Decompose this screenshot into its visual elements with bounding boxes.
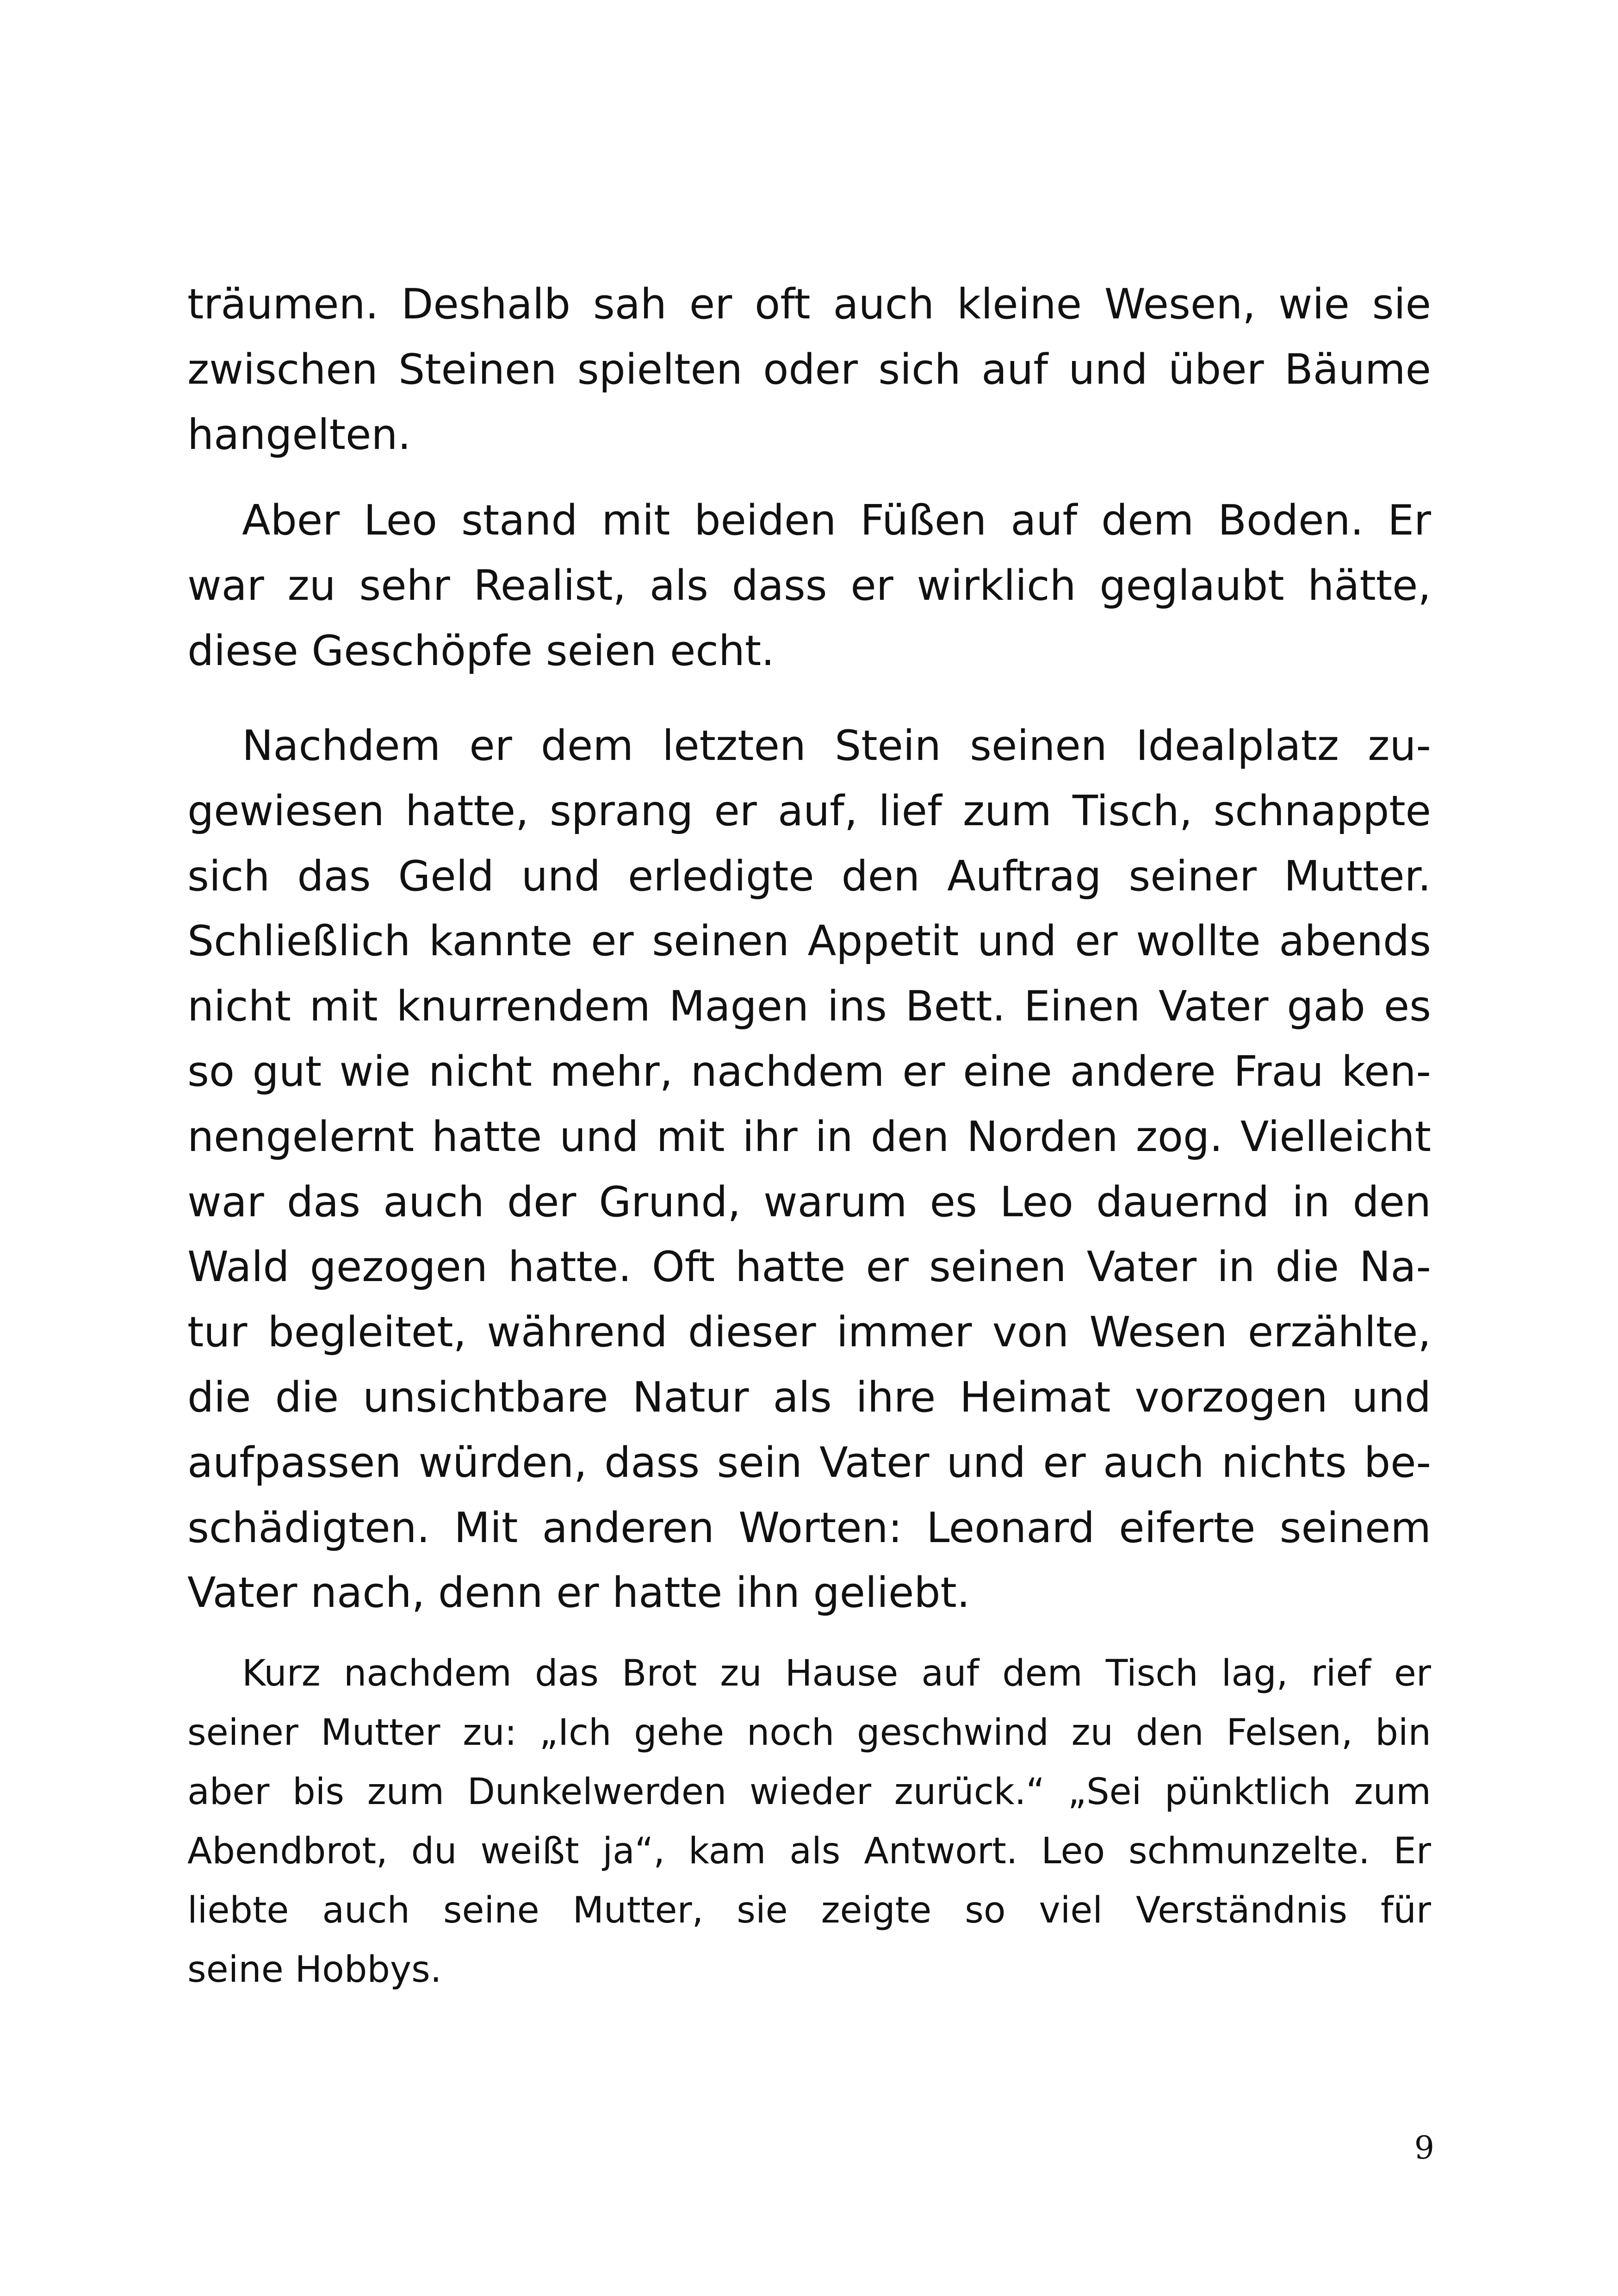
text-line: so gut wie nicht mehr, nachdem er eine andere Frau ken- bbox=[187, 1047, 1431, 1096]
page-number: 9 bbox=[1414, 2130, 1434, 2166]
text-line: Wald gezogen hatte. Oft hatte er seinen Vater in die Na- bbox=[187, 1243, 1431, 1292]
text-line: träumen. Deshalb sah er oft auch kleine Wesen, wie sie bbox=[187, 280, 1431, 329]
text-line: schädigten. Mit anderen Worten: Leonard eiferte seinem bbox=[187, 1503, 1431, 1552]
paragraph-4 bbox=[187, 1644, 1431, 1999]
text-line: war das auch der Grund, warum es Leo dauernd in den bbox=[187, 1177, 1431, 1226]
text-line: Kurz nachdem das Brot zu Hause auf dem Tisch lag, rief er bbox=[242, 1653, 1431, 1694]
text-line: seiner Mutter zu: „Ich gehe noch geschwind zu den Felsen, bin bbox=[187, 1712, 1431, 1754]
text-line: Schließlich kannte er seinen Appetit und er wollte abends bbox=[187, 917, 1431, 966]
text-line: nengelernt hatte und mit ihr in den Norden zog. Vielleicht bbox=[187, 1112, 1431, 1161]
text-line: diese Geschöpfe seien echt. bbox=[187, 626, 775, 675]
text-line: gewiesen hatte, sprang er auf, lief zum Tisch, schnappte bbox=[187, 786, 1431, 835]
text-line: aufpassen würden, dass sein Vater und er auch nichts be- bbox=[187, 1438, 1431, 1487]
text-line: tur begleitet, während dieser immer von Wesen erzählte, bbox=[187, 1308, 1431, 1357]
text-line: Nachdem er dem letzten Stein seinen Idealplatz zu- bbox=[242, 722, 1431, 770]
text-line: hangelten. bbox=[187, 410, 411, 459]
text-line: seine Hobbys. bbox=[187, 1949, 442, 1991]
paragraph-1 bbox=[187, 272, 1431, 467]
text-line: Vater nach, denn er hatte ihn geliebt. bbox=[187, 1568, 970, 1618]
text-line: Abendbrot, du weißt ja“, kam als Antwort. Leo schmunzelte. Er bbox=[187, 1830, 1431, 1872]
text-line: die die unsichtbare Natur als ihre Heimat vorzogen und bbox=[187, 1373, 1431, 1422]
paragraph-2 bbox=[187, 488, 1431, 684]
text-line: aber bis zum Dunkelwerden wieder zurück.“ „Sei pünktlich zum bbox=[187, 1771, 1431, 1813]
text-line: zwischen Steinen spielten oder sich auf und über Bäume bbox=[187, 345, 1431, 394]
text-line: Aber Leo stand mit beiden Füßen auf dem Boden. Er bbox=[242, 496, 1431, 545]
text-line: sich das Geld und erledigte den Auftrag seiner Mutter. bbox=[187, 852, 1431, 901]
text-line: liebte auch seine Mutter, sie zeigte so viel Verständnis für bbox=[187, 1890, 1431, 1931]
paragraph-3 bbox=[187, 714, 1431, 1626]
text-line: war zu sehr Realist, als dass er wirklich geglaubt hätte, bbox=[187, 561, 1431, 610]
text-line: nicht mit knurrendem Magen ins Bett. Einen Vater gab es bbox=[187, 982, 1431, 1031]
